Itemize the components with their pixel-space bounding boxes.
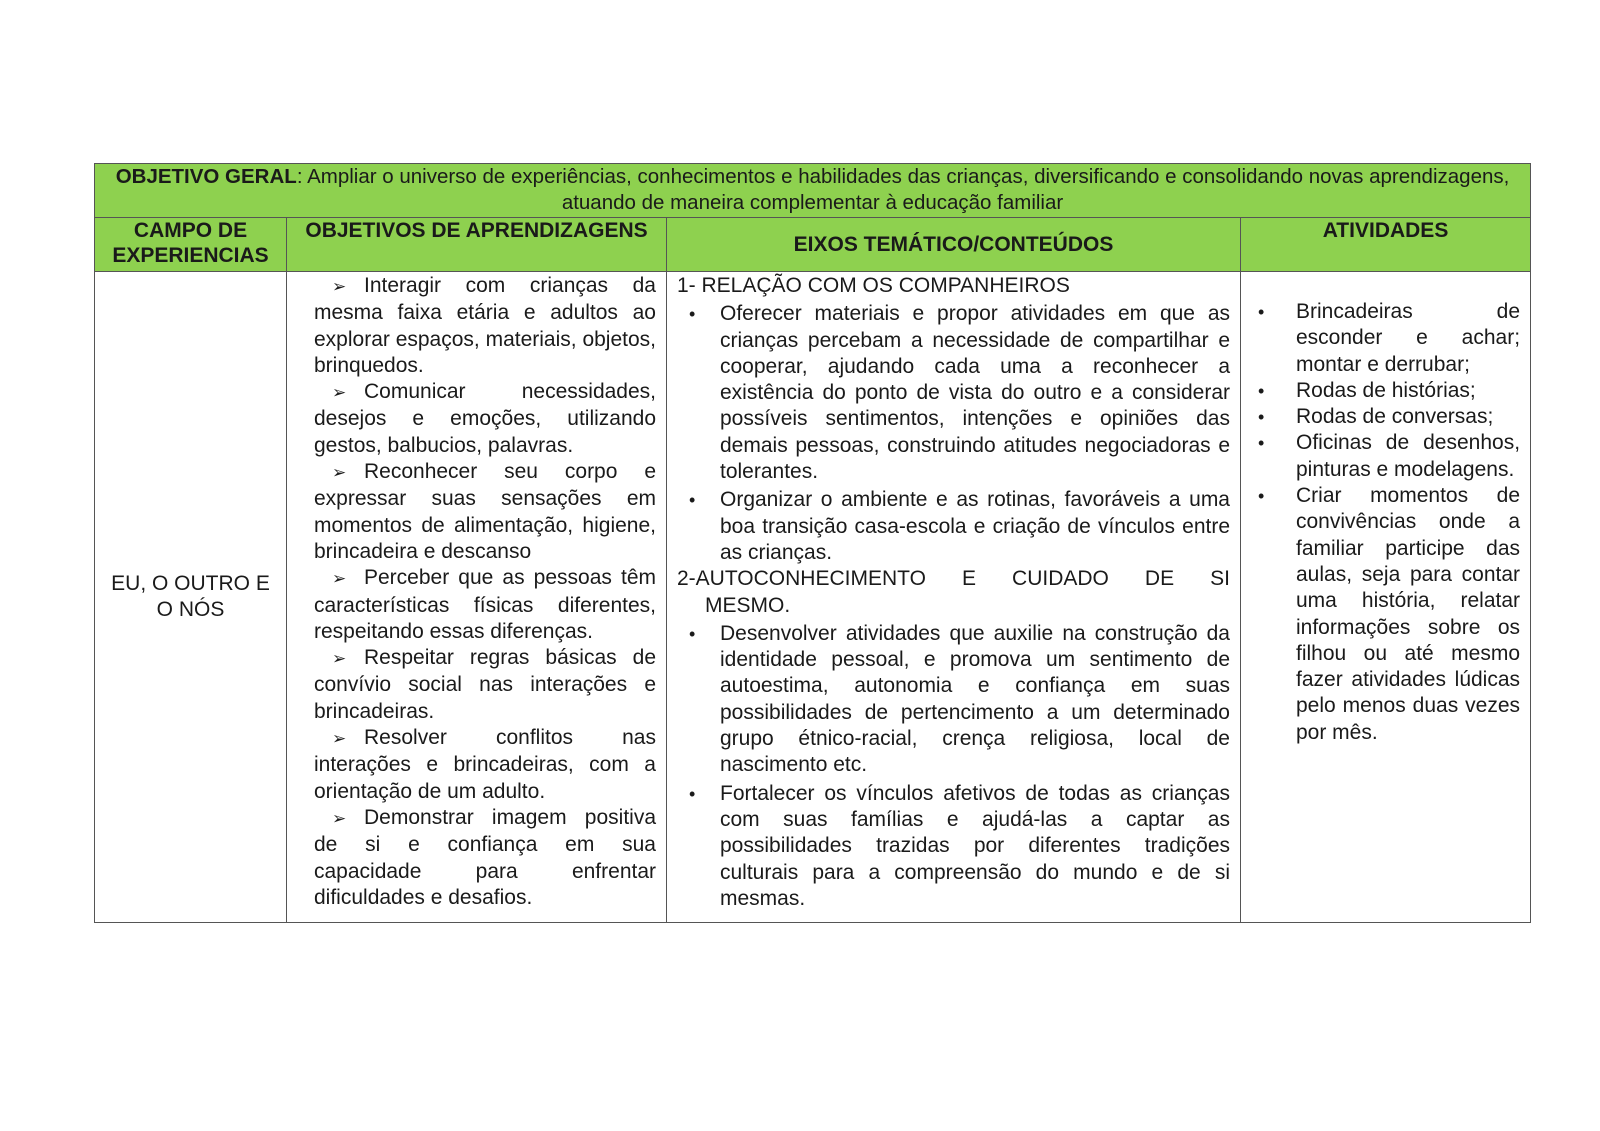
list-item: • Rodas de histórias; bbox=[1249, 378, 1520, 404]
arrow-bullet-icon: ➢ bbox=[332, 729, 347, 749]
bullet-icon: • bbox=[689, 783, 696, 804]
section-list-relacao bbox=[677, 301, 1230, 566]
general-objective bbox=[95, 164, 1531, 218]
list-item: • Brincadeiras de esconder e achar; montar e derrubar; bbox=[1258, 300, 1521, 376]
list-item: • Fortalecer os vínculos afetivos de todas as crianças com suas famílias e ajudá-las a captar as possibilidades trazidas por diferentes tradições culturais para a compreensão do mundo e de si mesmas. bbox=[689, 781, 1230, 910]
bullet-icon: • bbox=[689, 490, 696, 511]
section-title-relacao: 1- RELAÇÃO COM OS COMPANHEIROS bbox=[677, 274, 1070, 297]
section-list-autoconhecimento bbox=[677, 621, 1230, 912]
content-row bbox=[95, 272, 1531, 923]
header-eixos: EIXOS TEMÁTICO/CONTEÚDOS bbox=[667, 218, 1241, 272]
bullet-icon: • bbox=[1258, 433, 1265, 454]
header-campo: CAMPO DE EXPERIENCIAS bbox=[95, 218, 287, 272]
objective-item: ➢ Comunicar necessidades, desejos e emoções, utilizando gestos, balbucios, palavras. bbox=[314, 380, 656, 457]
general-objective-text: : Ampliar o universo de experiências, conhecimentos e habilidades das crianças, diversificando e consolidando novas aprendizagens, atuando de maneira complementar à educação familiar bbox=[296, 165, 1510, 214]
objective-row bbox=[95, 164, 1531, 218]
arrow-bullet-icon: ➢ bbox=[332, 277, 347, 296]
list-item: • Oficinas de desenhos, pinturas e modelagens. bbox=[1258, 431, 1521, 481]
column-header-row bbox=[95, 218, 1531, 272]
arrow-bullet-icon: ➢ bbox=[332, 649, 347, 669]
list-item: • Rodas de conversas; bbox=[1249, 404, 1520, 430]
list-item: • Criar momentos de convivências onde a familiar participe das aulas, seja para contar uma história, relatar informações sobre os filhou ou até mesmo fazer atividades lúdicas pelo menos duas vezes por mês. bbox=[1258, 484, 1521, 744]
section-title-autoconhecimento: 2-AUTOCONHECIMENTO E CUIDADO DE SI bbox=[677, 567, 1230, 591]
arrow-bullet-icon: ➢ bbox=[332, 808, 347, 828]
header-objetivos: OBJETIVOS DE APRENDIZAGENS bbox=[287, 218, 667, 272]
objective-item: ➢ Resolver conflitos nas interações e brincadeiras, com a orientação de um adulto. bbox=[314, 726, 656, 803]
objective-item: ➢ Respeitar regras básicas de convívio social nas interações e brincadeiras. bbox=[314, 646, 656, 723]
objective-item: ➢ Reconhecer seu corpo e expressar suas sensações em momentos de alimentação, higiene, brincadeira e descanso bbox=[314, 460, 656, 563]
objective-item: ➢ Interagir com crianças da mesma faixa etária e adultos ao explorar espaços, materiais, objetos, brinquedos. bbox=[314, 274, 656, 377]
header-atividades: ATIVIDADES bbox=[1241, 218, 1531, 272]
atividades-cell bbox=[1241, 272, 1531, 923]
campo-cell: EU, O OUTRO E O NÓS bbox=[95, 272, 287, 923]
bullet-icon: • bbox=[689, 304, 696, 325]
section-title-autoconhecimento-cont: MESMO. bbox=[705, 593, 791, 617]
arrow-bullet-icon: ➢ bbox=[332, 383, 347, 403]
list-item: • Desenvolver atividades que auxilie na construção da identidade pessoal, e promova um sentimento de autoestima, autonomia e confiança em suas possibilidades de pertencimento a um determinado grupo étnico-racial, crença religiosa, local de nascimento etc. bbox=[689, 621, 1230, 777]
objective-item: ➢ Perceber que as pessoas têm características físicas diferentes, respeitando essas diferenças. bbox=[314, 566, 656, 643]
eixos-cell bbox=[667, 272, 1241, 923]
curriculum-table bbox=[94, 163, 1531, 923]
objective-item: ➢ Demonstrar imagem positiva de si e confiança em sua capacidade para enfrentar dificuldades e desafios. bbox=[314, 805, 656, 909]
bullet-icon: • bbox=[689, 623, 696, 644]
objetivos-cell bbox=[287, 272, 667, 923]
bullet-icon: • bbox=[1258, 302, 1265, 322]
general-objective-label: OBJETIVO GERAL bbox=[115, 165, 297, 188]
bullet-icon: • bbox=[1258, 407, 1265, 428]
atividades-list bbox=[1249, 299, 1520, 746]
arrow-bullet-icon: ➢ bbox=[332, 569, 347, 589]
bullet-icon: • bbox=[1258, 486, 1265, 507]
bullet-icon: • bbox=[1258, 380, 1265, 401]
arrow-bullet-icon: ➢ bbox=[332, 463, 347, 483]
list-item: • Oferecer materiais e propor atividades em que as crianças percebam a necessidade de compartilhar e cooperar, ajudando cada uma a reconhecer a existência do ponto de vista do outro e a considerar possíveis sentimentos, intenções e opiniões das demais pessoas, construindo atitudes negociadoras e tolerantes. bbox=[689, 302, 1230, 484]
list-item: • Organizar o ambiente e as rotinas, favoráveis a uma boa transição casa-escola e criação de vínculos entre as crianças. bbox=[689, 488, 1230, 564]
